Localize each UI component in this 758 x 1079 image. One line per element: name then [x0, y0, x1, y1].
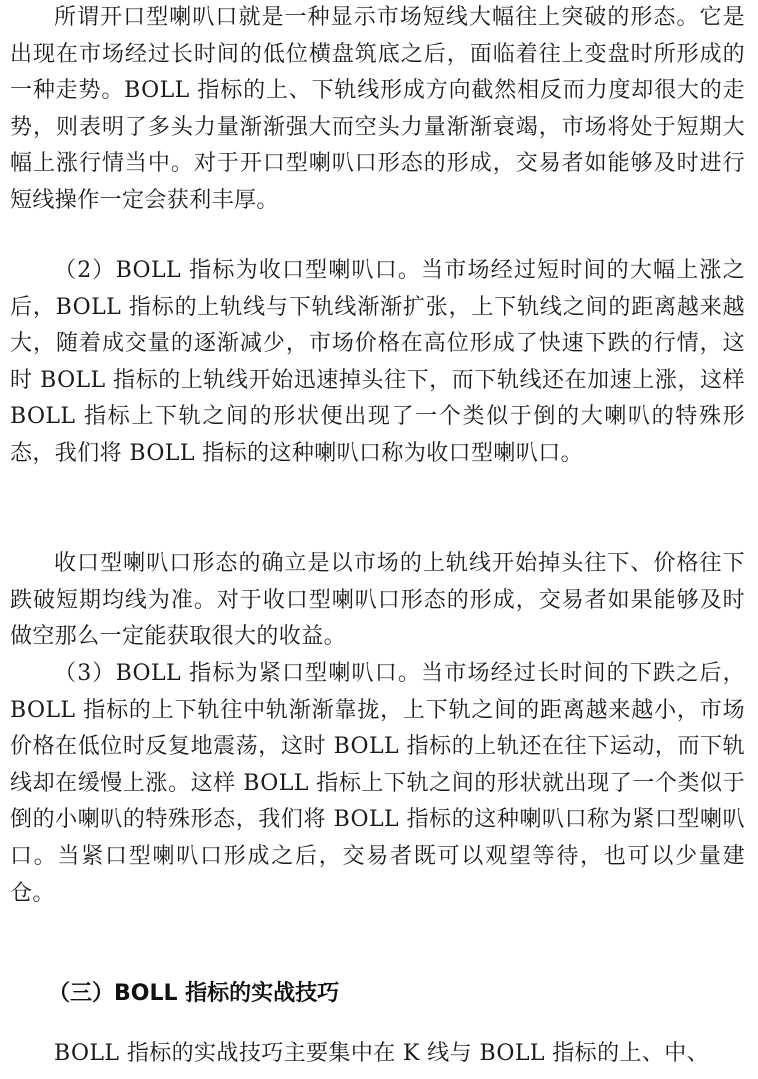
paragraph-opening-horn: 所谓开口型喇叭口就是一种显示市场短线大幅往上突破的形态。它是出现在市场经过长时间的低位横盘筑底之后，面临着往上变盘时所形成的一种走势。BOLL 指标的上、下轨线形成方向截然相反而力度却很大的走势，则表明了多头力量渐渐强大而空头力量渐渐衰竭，市场将处于短期大幅上涨行情当中。对于开口型喇叭口形态的形成，交易者如能够及时进行短线操作一定会获利丰厚。 [10, 5, 745, 213]
paragraph-closing-horn-confirmation: 收口型喇叭口形态的确立是以市场的上轨线开始掉头往下、价格往下跌破短期均线为准。对于收口型喇叭口形态的形成，交易者如果能够及时做空那么一定能获取很大的收益。 [10, 551, 745, 650]
paragraph-closing-horn: （2）BOLL 指标为收口型喇叭口。当市场经过短时间的大幅上涨之后，BOLL 指标的上轨线与下轨线渐渐扩张，上下轨线之间的距离越来越大，随着成交量的逐渐减少，市场价格在高位形成了快速下跌的行情，这时 BOLL 指标的上轨线开始迅速掉头往下，而下轨线还在加速上涨，这样 BOLL 指标上下轨之间的形状便出现了一个类似于倒的大喇叭的特殊形态，我们将 BOLL 指标的这种喇叭口称为收口型喇叭口。 [10, 258, 745, 466]
paragraph-section-intro: BOLL 指标的实战技巧主要集中在 K 线与 BOLL 指标的上、中、 [54, 1041, 710, 1066]
section-heading: （三）BOLL 指标的实战技巧 [48, 981, 340, 1006]
paragraph-tight-horn: （3）BOLL 指标为紧口型喇叭口。当市场经过长时间的下跌之后，BOLL 指标的上下轨往中轨渐渐靠拢，上下轨之间的距离越来越小，市场价格在低位时反复地震荡，这时 BOLL 指标的上轨还在往下运动，而下轨线却在缓慢上涨。这样 BOLL 指标上下轨之间的形状就出现了一个类似于倒的小喇叭的特殊形态，我们将 BOLL 指标的这种喇叭口称为紧口型喇叭口。当紧口型喇叭口形成之后，交易者既可以观望等待，也可以少量建仓。 [10, 661, 745, 906]
